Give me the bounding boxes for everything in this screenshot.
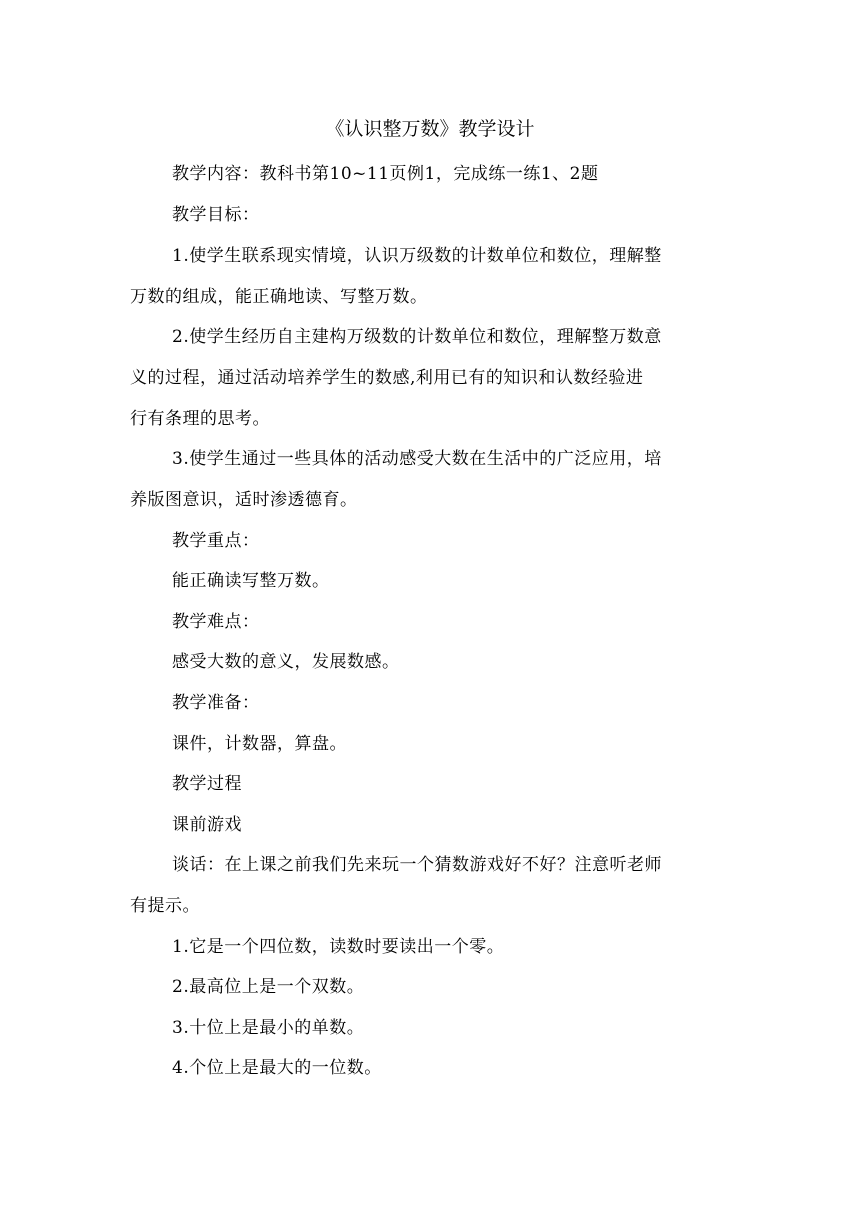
difficulties-heading: 教学难点： — [172, 612, 260, 632]
document-title: 《认识整万数》教学设计 — [325, 118, 535, 140]
preparation-text: 课件，计数器，算盘。 — [172, 734, 347, 754]
objective-1-line-2: 万数的组成，能正确地读、写整万数。 — [130, 287, 428, 307]
objectives-heading: 教学目标： — [172, 205, 260, 225]
teaching-content-line: 教学内容：教科书第10~11页例1，完成练一练1、2题 — [172, 164, 599, 184]
hint-1: 1.它是一个四位数，读数时要读出一个零。 — [172, 937, 505, 957]
objective-3-line-1: 3.使学生通过一些具体的活动感受大数在生活中的广泛应用，培 — [172, 449, 662, 469]
talk-line-1: 谈话：在上课之前我们先来玩一个猜数游戏好不好？注意听老师 — [172, 855, 662, 875]
difficulties-text: 感受大数的意义，发展数感。 — [172, 652, 400, 672]
objective-2-line-3: 行有条理的思考。 — [130, 409, 270, 429]
hint-4: 4.个位上是最大的一位数。 — [172, 1058, 382, 1078]
pre-class-game-heading: 课前游戏 — [172, 815, 242, 835]
key-points-heading: 教学重点： — [172, 531, 260, 551]
objective-2-line-1: 2.使学生经历自主建构万级数的计数单位和数位，理解整万数意 — [172, 327, 662, 347]
objective-2-line-2: 义的过程，通过活动培养学生的数感,利用已有的知识和认数经验进 — [130, 368, 644, 388]
key-points-text: 能正确读写整万数。 — [172, 571, 330, 591]
objective-3-line-2: 养版图意识，适时渗透德育。 — [130, 490, 358, 510]
talk-line-2: 有提示。 — [130, 896, 200, 916]
hint-3: 3.十位上是最小的单数。 — [172, 1018, 365, 1038]
process-heading: 教学过程 — [172, 774, 242, 794]
hint-2: 2.最高位上是一个双数。 — [172, 977, 365, 997]
objective-1-line-1: 1.使学生联系现实情境，认识万级数的计数单位和数位，理解整 — [172, 246, 662, 266]
preparation-heading: 教学准备： — [172, 693, 260, 713]
